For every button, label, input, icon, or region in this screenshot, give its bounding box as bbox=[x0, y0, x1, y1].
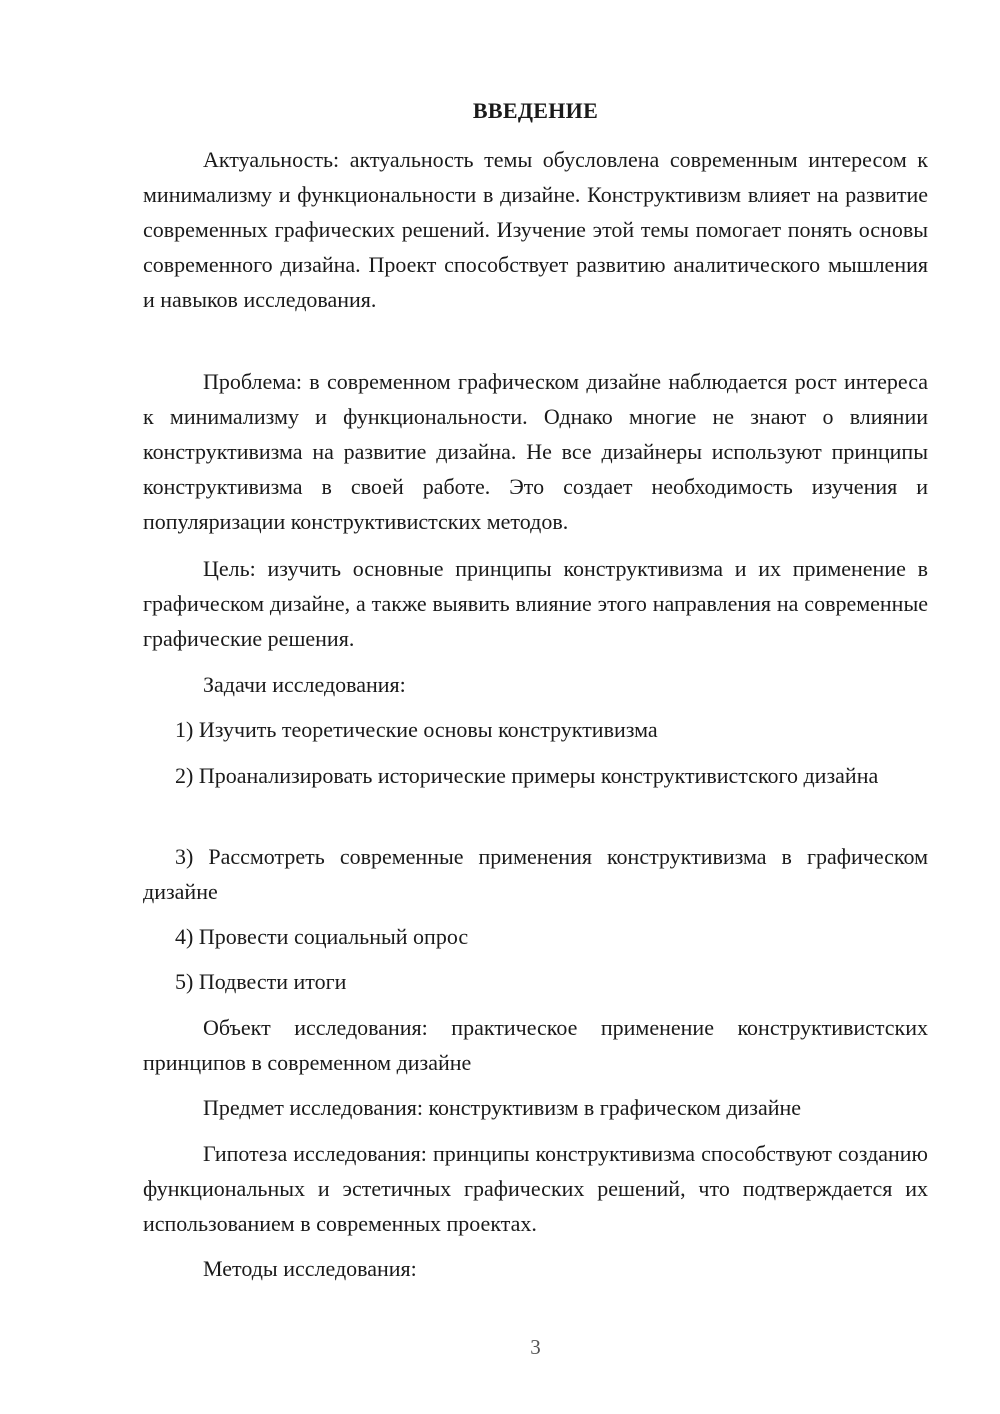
paragraph-problem: Проблема: в современном графическом дизайне наблюдается рост интереса к минимализму и функциональности. Однако многие не знают о влиянии конструктивизма на развитие дизайна. Не все дизайнеры используют принципы конструктивизма в своей работе. Это создает необходимость изучения и популяризации конструктивистских методов. bbox=[143, 369, 928, 534]
task-item-2: 2) Проанализировать исторические примеры конструктивистского дизайна bbox=[175, 763, 879, 788]
document-page bbox=[143, 0, 928, 1414]
paragraph-hypothesis: Гипотеза исследования: принципы конструктивизма способствуют созданию функциональных и эстетичных графических решений, что подтверждается их использованием в современных проектах. bbox=[143, 1141, 928, 1236]
paragraph-subject: Предмет исследования: конструктивизм в графическом дизайне bbox=[203, 1095, 802, 1120]
paragraph-methods: Методы исследования: bbox=[203, 1256, 417, 1281]
paragraph-goal: Цель: изучить основные принципы конструктивизма и их применение в графическом дизайне, а также выявить влияние этого направления на современные графические решения. bbox=[143, 556, 928, 651]
paragraph-tasks-heading: Задачи исследования: bbox=[203, 672, 406, 697]
page-title: ВВЕДЕНИЕ bbox=[472, 98, 599, 123]
paragraph-relevance: Актуальность: актуальность темы обусловлена современным интересом к минимализму и функциональности в дизайне. Конструктивизм влияет на развитие современных графических решений. Изучение этой темы помогает понять основы современного дизайна. Проект способствует развитию аналитического мышления и навыков исследования. bbox=[143, 147, 928, 312]
task-item-4: 4) Провести социальный опрос bbox=[175, 924, 469, 949]
page-number: 3 bbox=[530, 1335, 541, 1359]
task-item-1: 1) Изучить теоретические основы конструктивизма bbox=[175, 717, 658, 742]
task-item-5: 5) Подвести итоги bbox=[175, 969, 347, 994]
task-item-3: 3) Рассмотреть современные применения конструктивизма в графическом дизайне bbox=[143, 844, 928, 904]
paragraph-object: Объект исследования: практическое применение конструктивистских принципов в современном дизайне bbox=[143, 1015, 928, 1075]
